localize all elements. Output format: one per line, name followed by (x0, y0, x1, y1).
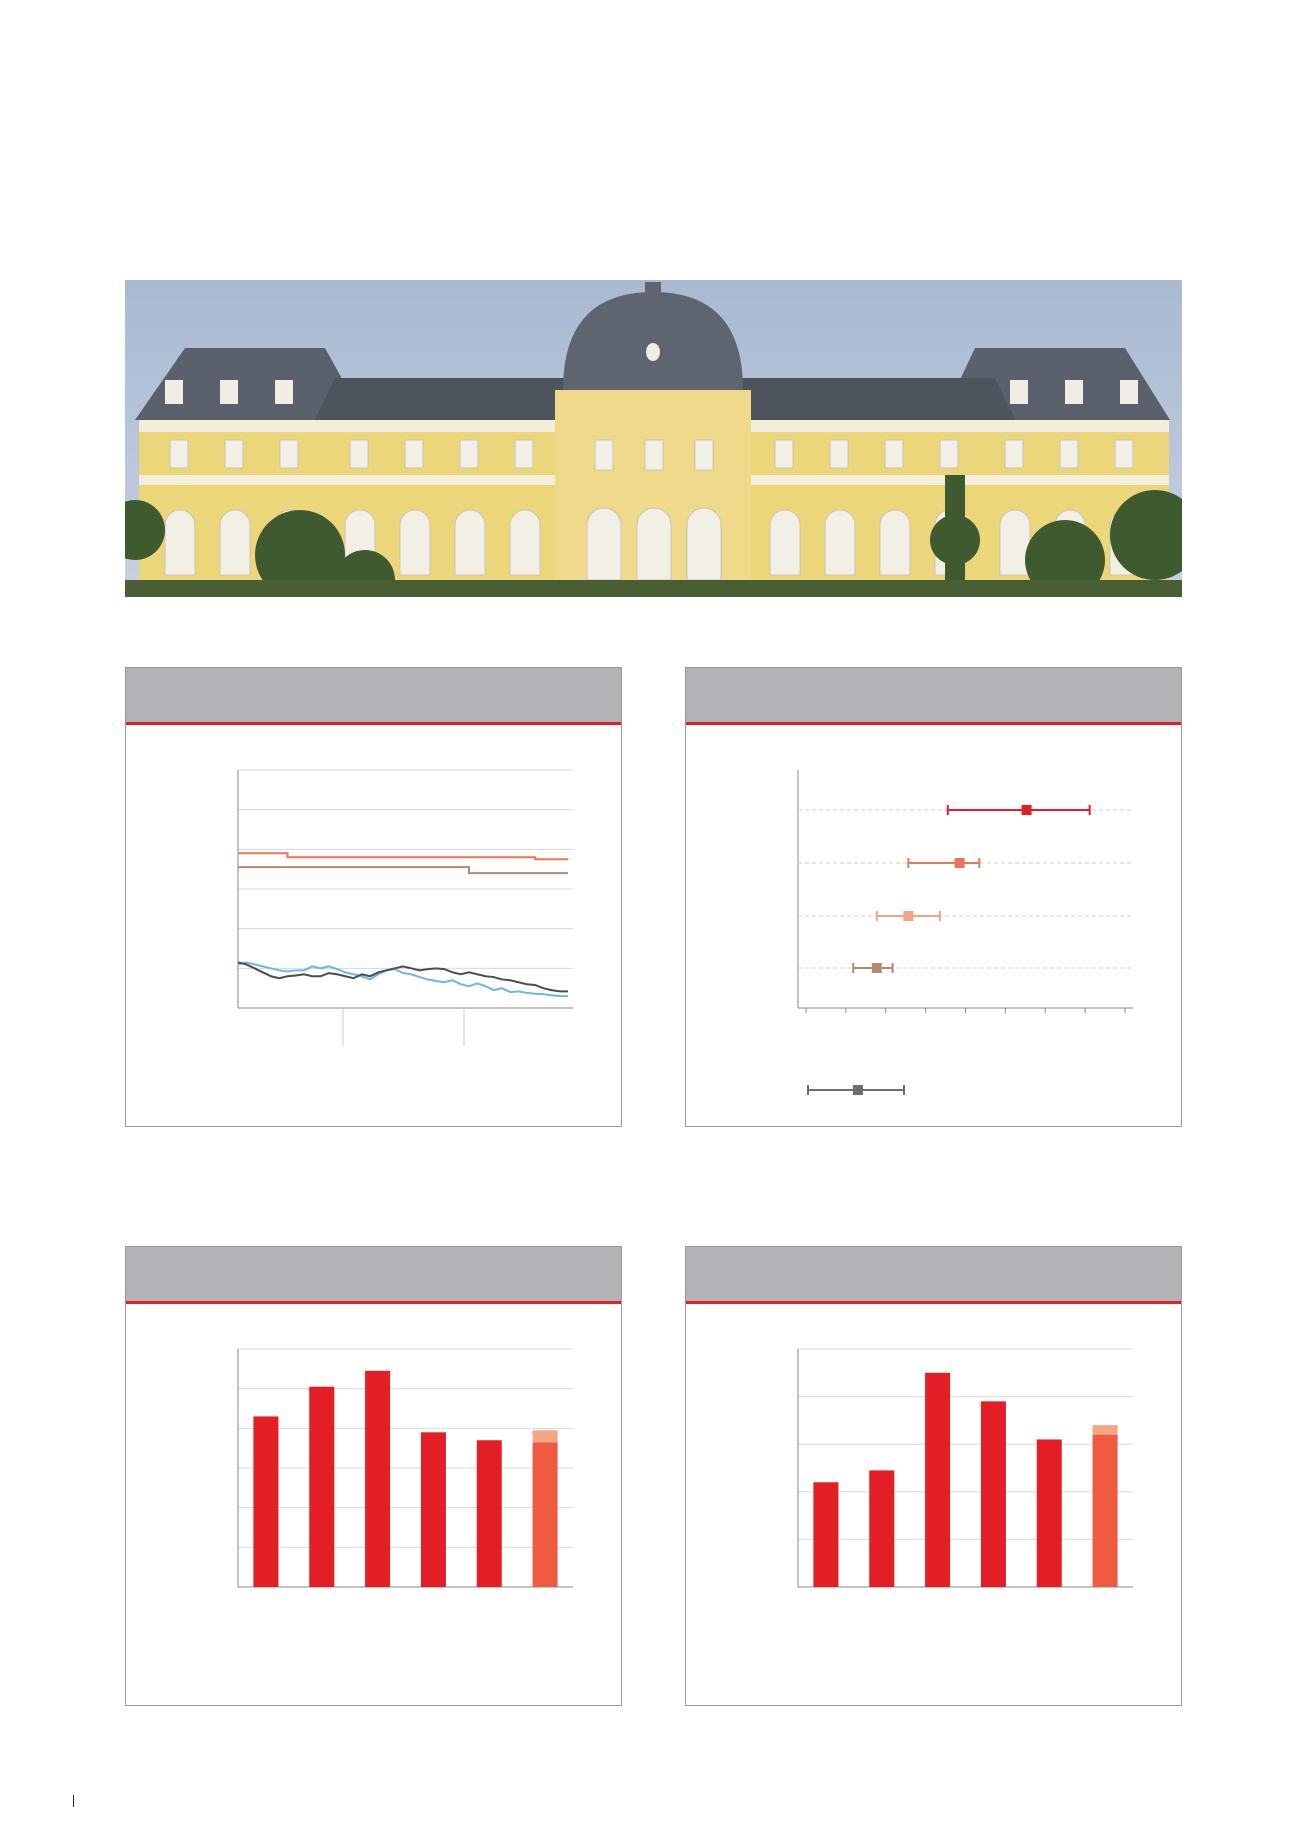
bar (253, 1416, 278, 1587)
point-marker (872, 963, 882, 973)
line-chart (126, 725, 621, 1126)
bar (869, 1470, 894, 1587)
bar (813, 1482, 838, 1587)
series-line-1 (238, 853, 568, 859)
bar (421, 1432, 446, 1587)
error-bar-chart (686, 725, 1181, 1126)
chart-panel-2 (685, 667, 1182, 1127)
chart-panel-1 (125, 667, 622, 1127)
bar (981, 1401, 1006, 1587)
bar-chart-right (686, 1304, 1181, 1705)
point-marker (903, 911, 913, 921)
bar (1093, 1435, 1118, 1587)
bar (533, 1442, 558, 1587)
bar (1037, 1439, 1062, 1587)
chart-panel-3 (125, 1246, 622, 1706)
bar-extension (1093, 1425, 1118, 1435)
bar (477, 1440, 502, 1587)
page-marker (73, 1795, 74, 1807)
bar-chart-left (126, 1304, 621, 1705)
series-line-4 (238, 962, 568, 991)
series-line-2 (238, 867, 568, 873)
chart-panel-2-header (686, 668, 1181, 725)
palace-photo (125, 280, 1182, 597)
point-marker (955, 858, 965, 868)
legend-marker (853, 1085, 863, 1095)
chart-panel-4 (685, 1246, 1182, 1706)
bar (925, 1373, 950, 1587)
bar (365, 1371, 390, 1587)
series-line-3 (238, 962, 568, 996)
bar (309, 1387, 334, 1587)
palace-illustration (125, 280, 1182, 597)
point-marker (1022, 805, 1032, 815)
bar-extension (533, 1430, 558, 1442)
chart-panel-1-header (126, 668, 621, 725)
chart-panel-4-header (686, 1247, 1181, 1304)
chart-panel-3-header (126, 1247, 621, 1304)
